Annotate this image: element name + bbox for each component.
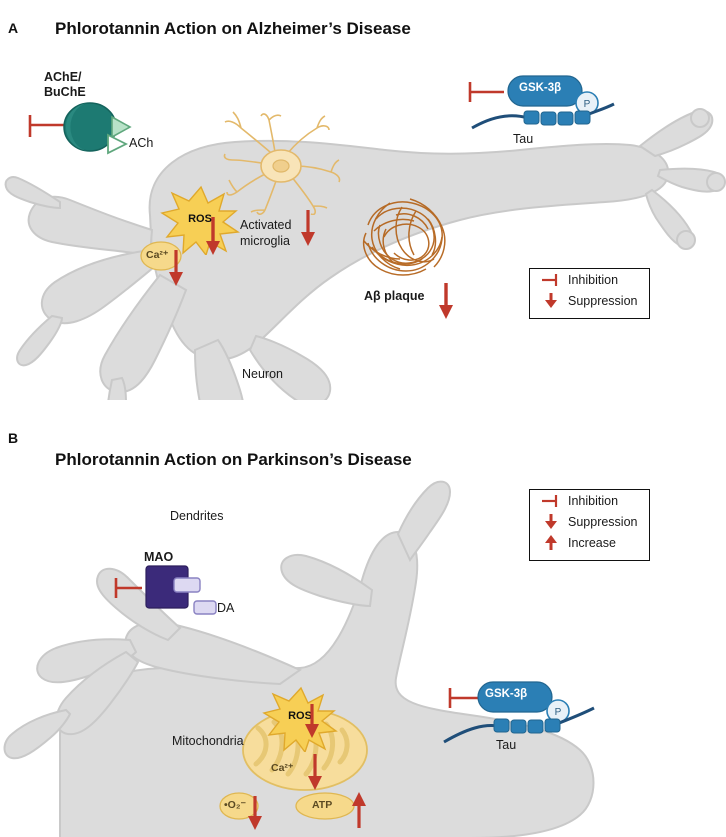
- calcium-label-b: Ca²⁺: [271, 762, 294, 774]
- enzyme-label-line2: BuChE: [44, 85, 86, 99]
- legend-b-row-suppression: [530, 511, 649, 532]
- superoxide-label: •O₂⁻: [224, 799, 247, 811]
- legend-b-row-increase: [530, 532, 649, 553]
- panel-b-letter: B: [8, 430, 19, 446]
- panel-a-letter: A: [8, 20, 19, 36]
- calcium-suppression-arrow-a: [167, 248, 187, 290]
- microglia-suppression-arrow: [299, 208, 319, 250]
- panel-a-title: Phlorotannin Action on Alzheimer’s Disease: [55, 19, 411, 38]
- legend-a-label-inhibition: Inhibition: [568, 272, 619, 287]
- legend-b: [529, 489, 650, 561]
- abeta-plaque-icon: [350, 185, 470, 290]
- gsk3b-label-b: GSK-3β: [485, 688, 528, 700]
- abeta-plaque-label: Aβ plaque: [364, 289, 425, 303]
- mitochondria-label: Mitochondria: [172, 734, 244, 748]
- superoxide-suppression-arrow: [246, 794, 266, 834]
- ros-label-b: ROS: [288, 710, 312, 722]
- microglia-label-line1: Activated: [240, 218, 292, 232]
- atp-label: ATP: [312, 799, 333, 811]
- gsk3b-label-a: GSK-3β: [519, 82, 562, 94]
- gsk3b-tau-complex-b: [442, 676, 622, 756]
- legend-a-row-inhibition: [530, 269, 649, 290]
- inhibition-icon: [538, 273, 564, 287]
- tau-label-a: Tau: [513, 132, 534, 146]
- neuron-label-a: Neuron: [242, 367, 283, 381]
- dendrites-label: Dendrites: [170, 509, 224, 523]
- mao-label: MAO: [144, 550, 174, 564]
- atp-increase-arrow: [350, 790, 370, 832]
- increase-arrow-icon: [538, 534, 564, 551]
- legend-a: [529, 268, 650, 319]
- activated-microglia-icon: [215, 110, 345, 215]
- legend-b-label-suppression: Suppression: [568, 514, 638, 529]
- svg-text:P: P: [554, 707, 562, 718]
- tau-label-b: Tau: [496, 738, 517, 752]
- calcium-suppression-arrow-b: [306, 752, 326, 794]
- ros-suppression-arrow-b: [303, 702, 323, 742]
- suppression-arrow-icon: [538, 292, 564, 309]
- enzyme-label-line1: AChE/: [44, 70, 82, 84]
- inhibition-icon: [538, 494, 564, 508]
- legend-a-row-suppression: [530, 290, 649, 311]
- panel-b-title: Phlorotannin Action on Parkinson’s Disease: [55, 450, 412, 469]
- microglia-label-line2: microglia: [240, 234, 291, 248]
- calcium-label-a: Ca²⁺: [146, 249, 169, 261]
- ros-label-a: ROS: [188, 213, 212, 225]
- legend-b-row-inhibition: [530, 490, 649, 511]
- legend-b-label-inhibition: Inhibition: [568, 493, 619, 508]
- suppression-arrow-icon: [538, 513, 564, 530]
- legend-a-label-suppression: Suppression: [568, 293, 638, 308]
- svg-text:P: P: [583, 99, 591, 110]
- ach-icon: [104, 132, 130, 156]
- ros-suppression-arrow-a: [204, 215, 224, 257]
- abeta-suppression-arrow: [437, 281, 457, 323]
- da-label: DA: [217, 601, 235, 615]
- ach-label: ACh: [129, 136, 154, 150]
- legend-b-label-increase: Increase: [568, 535, 616, 550]
